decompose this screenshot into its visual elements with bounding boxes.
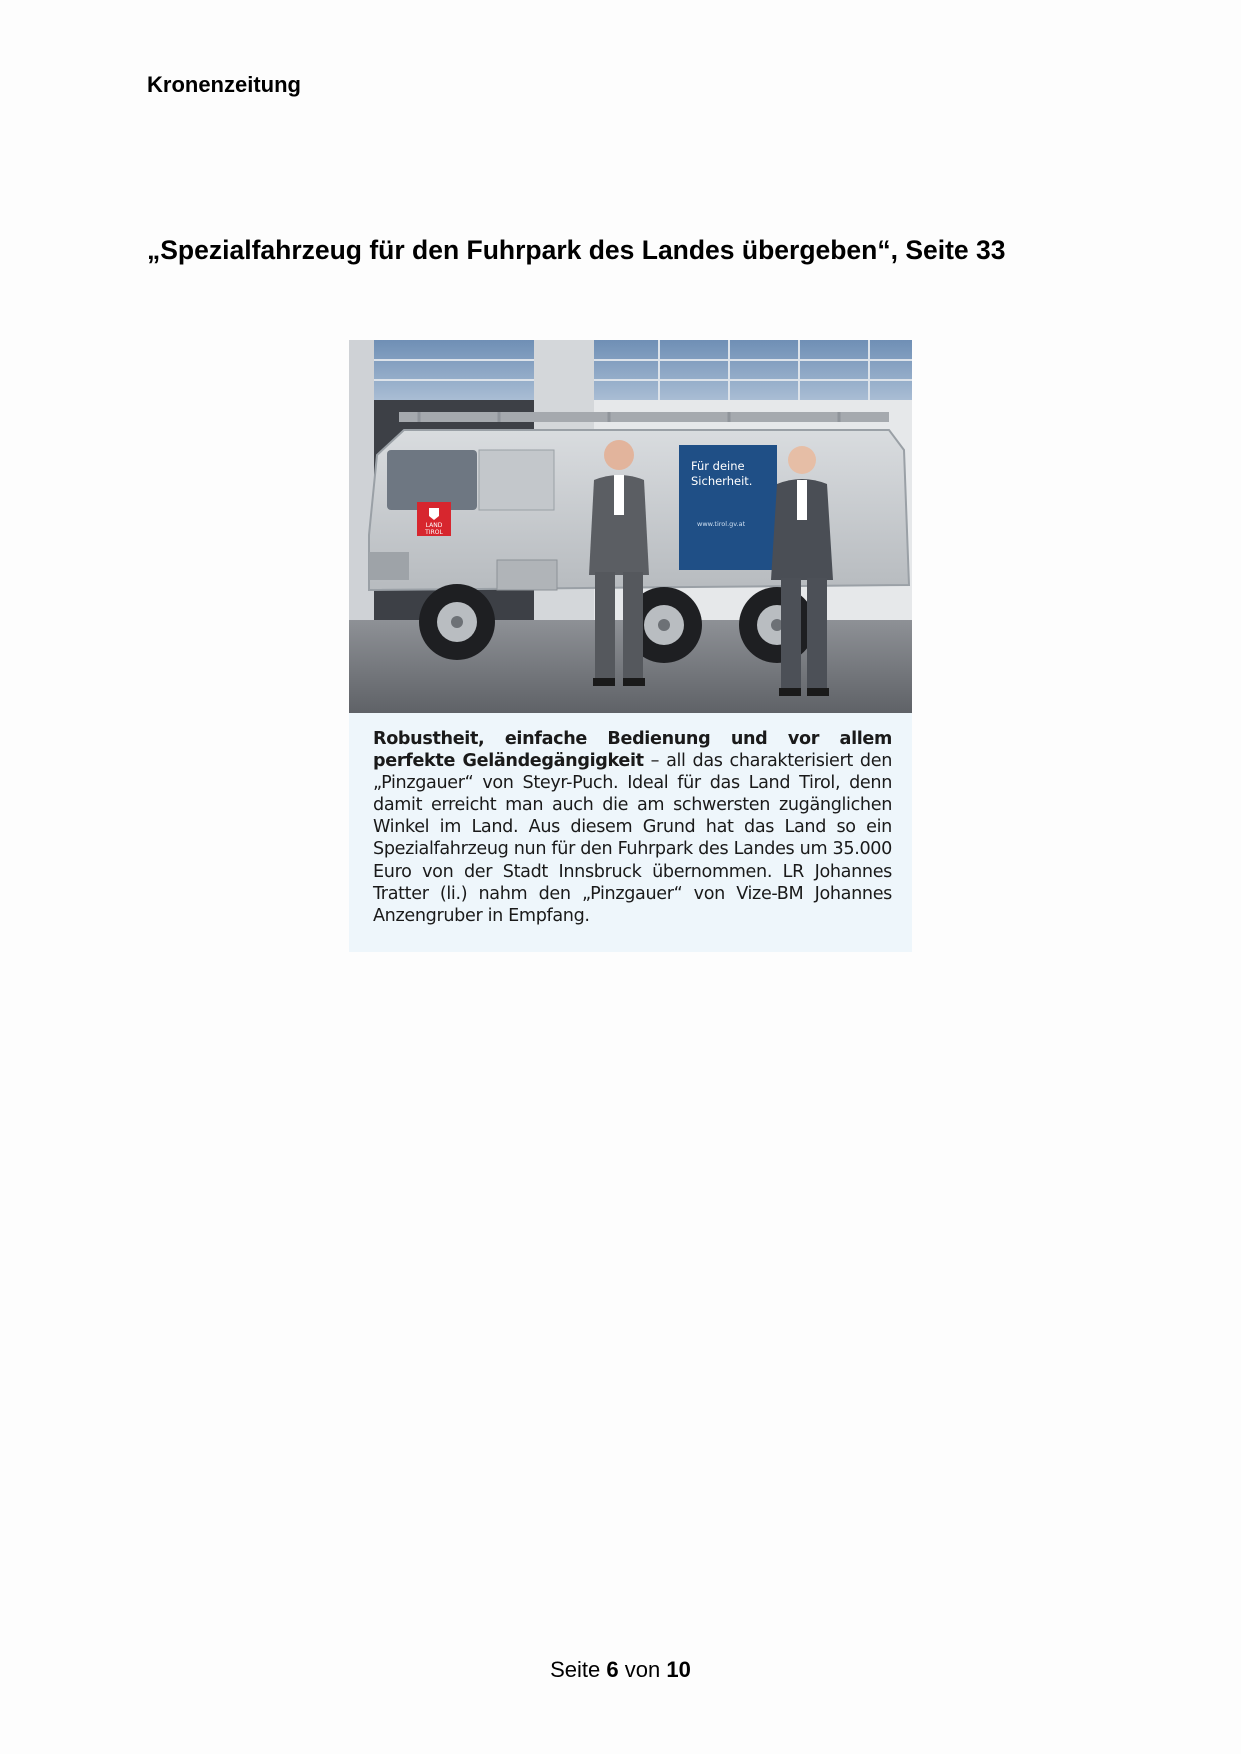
sicherheit-sign [679, 445, 777, 570]
current-page: 6 [606, 1657, 619, 1682]
badge-text-line2: TIROL [425, 529, 443, 536]
wheel [739, 587, 815, 663]
garage-window-left [374, 340, 534, 400]
newspaper-clipping [349, 340, 912, 952]
vehicle-handover-photo [349, 340, 912, 713]
sign-line1: Für deine [691, 459, 745, 473]
badge-text-line1: LAND [425, 522, 443, 529]
caption-body: – all das charakterisiert den „Pinzgauer“ von Steyr-Puch. Ideal für das Land Tirol, denn damit erreicht man auch die am schwersten zugänglichen Winkel im Land. Aus diesem Grund hat das Land so ein Spezialfahrzeug nun für den Fuhrpark des Landes um 35.000 Euro von der Stadt Innsbruck übernommen. LR Johannes Tratter (li.) nahm den „Pinzgauer“ von Vize-BM Johannes Anzengruber in Empfang. [373, 751, 892, 926]
sign-url: www.tirol.gv.at [697, 520, 746, 528]
photo-caption [373, 728, 892, 927]
total-pages: 10 [666, 1657, 691, 1682]
publication-name: Kronenzeitung [147, 72, 301, 97]
wheel [419, 584, 495, 660]
caption-lead: Robustheit, einfache Bedienung und vor allem perfekte Geländegängigkeit [373, 729, 892, 772]
garage-window-right [594, 340, 912, 400]
page-label: Seite [550, 1657, 601, 1682]
page-separator: von [624, 1657, 661, 1682]
page-number [0, 1657, 1241, 1683]
article-headline: „Spezialfahrzeug für den Fuhrpark des Landes übergeben“, Seite 33 [147, 235, 1006, 265]
land-tirol-badge [417, 502, 451, 536]
sign-line2: Sicherheit. [691, 474, 753, 488]
cab-window [387, 450, 477, 510]
